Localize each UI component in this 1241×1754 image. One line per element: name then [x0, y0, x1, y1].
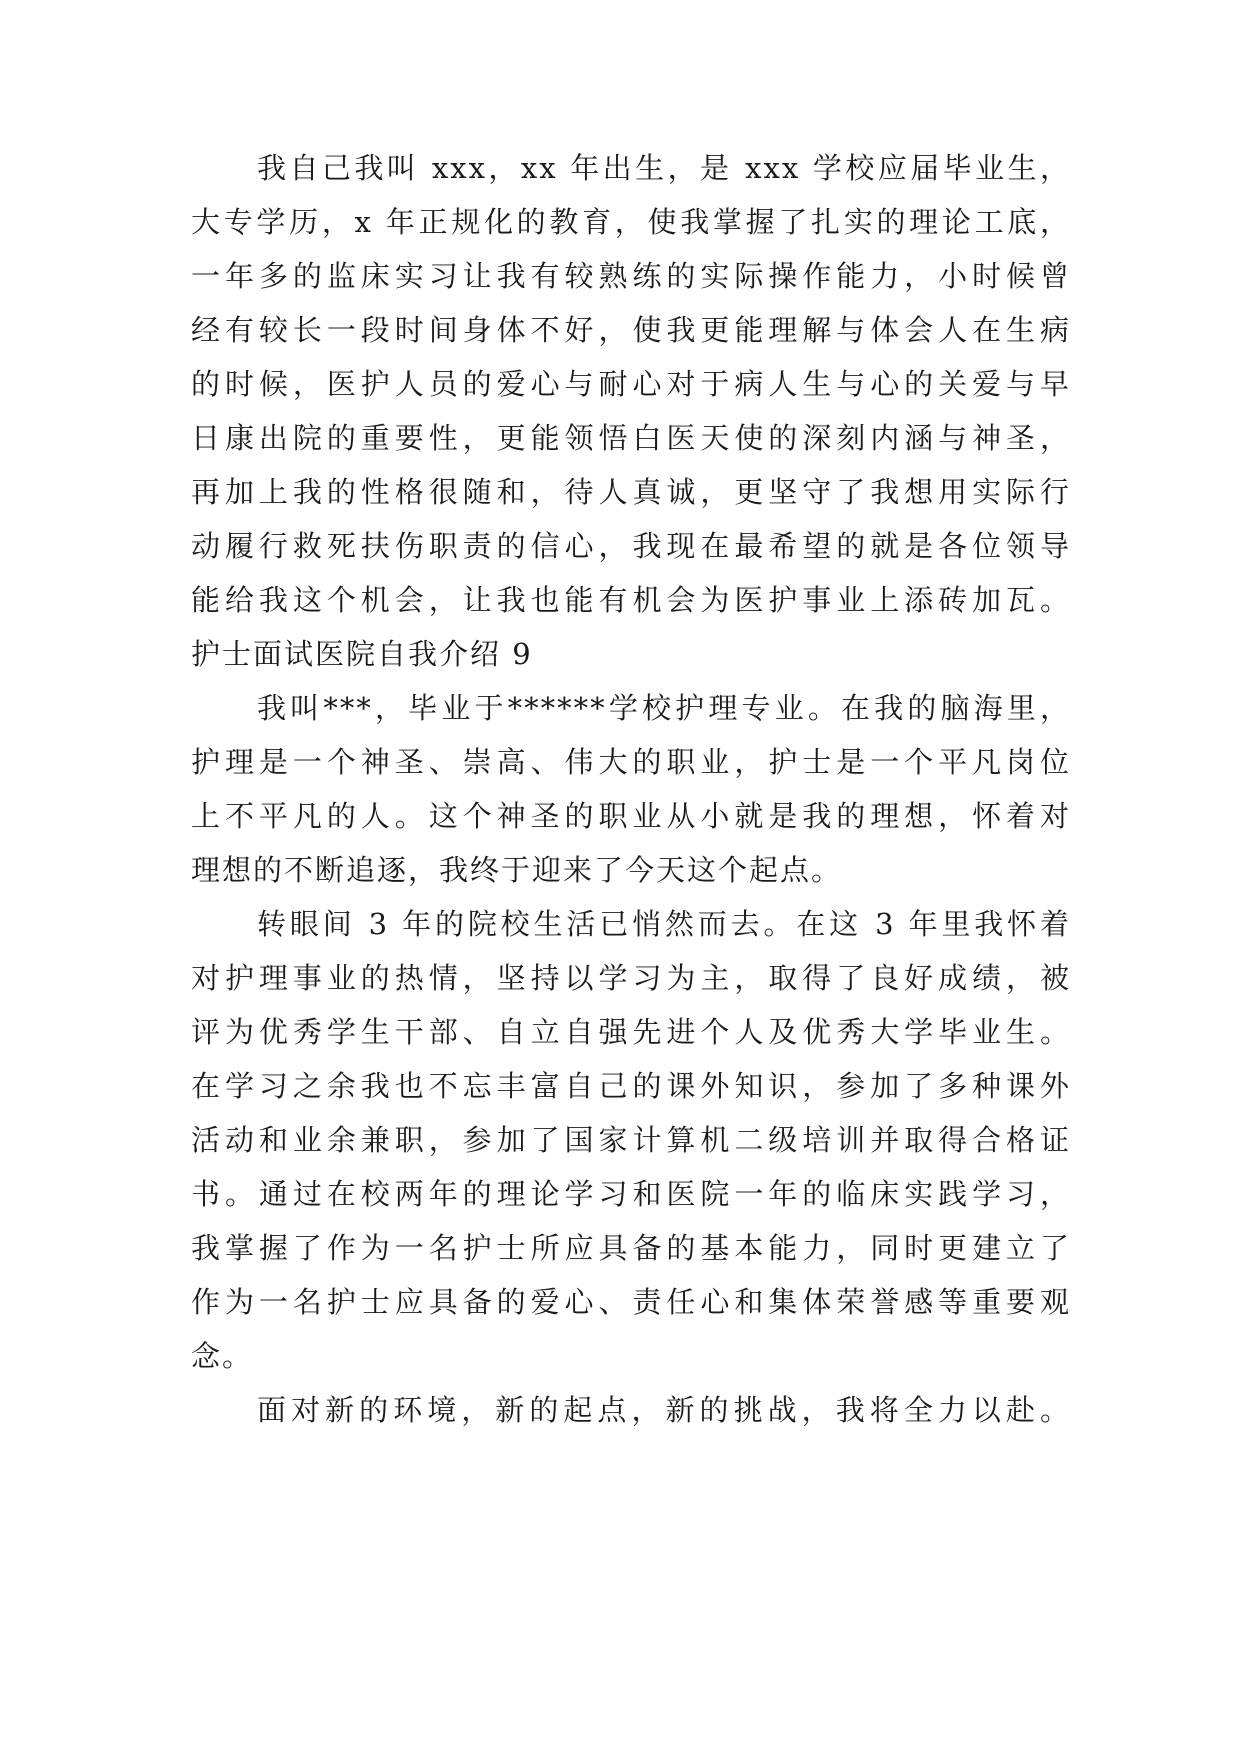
paragraph-line: 我叫***，毕业于******学校护理专业。在我的脑海里，: [257, 691, 1071, 725]
paragraph-line: 一年多的监床实习让我有较熟练的实际操作能力，小时候曾: [191, 259, 1071, 293]
paragraph-line: 我掌握了作为一名护士所应具备的基本能力，同时更建立了: [191, 1231, 1071, 1265]
paragraph-line: 作为一名护士应具备的爱心、责任心和集体荣誉感等重要观: [191, 1285, 1071, 1319]
paragraph-line: 再加上我的性格很随和，待人真诚，更坚守了我想用实际行: [191, 475, 1071, 509]
paragraph-line: 动履行救死扶伤职责的信心，我现在最希望的就是各位领导: [191, 529, 1071, 563]
paragraph-line: 念。: [191, 1339, 254, 1373]
paragraph-line: 经有较长一段时间身体不好，使我更能理解与体会人在生病: [191, 313, 1071, 347]
paragraph-line: 我自己我叫 xxx，xx 年出生，是 xxx 学校应届毕业生，: [257, 151, 1071, 185]
paragraph-line: 日康出院的重要性，更能领悟白医天使的深刻内涵与神圣，: [191, 421, 1071, 455]
paragraph-line: 评为优秀学生干部、自立自强先进个人及优秀大学毕业生。: [191, 1015, 1071, 1049]
paragraph-line: 面对新的环境，新的起点，新的挑战，我将全力以赴。: [257, 1393, 1071, 1427]
paragraph-line: 上不平凡的人。这个神圣的职业从小就是我的理想，怀着对: [191, 799, 1071, 833]
paragraph-line: 大专学历，x 年正规化的教育，使我掌握了扎实的理论工底，: [191, 205, 1071, 239]
paragraph-line: 书。通过在校两年的理论学习和医院一年的临床实践学习，: [191, 1177, 1071, 1211]
paragraph-line: 能给我这个机会，让我也能有机会为医护事业上添砖加瓦。: [191, 583, 1071, 617]
section-heading: 护士面试医院自我介绍 9: [191, 637, 533, 671]
paragraph-line: 对护理事业的热情，坚持以学习为主，取得了良好成绩，被: [191, 961, 1071, 995]
paragraph-line: 理想的不断追逐，我终于迎来了今天这个起点。: [191, 853, 843, 887]
paragraph-line: 护理是一个神圣、崇高、伟大的职业，护士是一个平凡岗位: [191, 745, 1071, 779]
paragraph-line: 活动和业余兼职，参加了国家计算机二级培训并取得合格证: [191, 1123, 1071, 1157]
paragraph-line: 的时候，医护人员的爱心与耐心对于病人生与心的关爱与早: [191, 367, 1071, 401]
paragraph-line: 在学习之余我也不忘丰富自己的课外知识，参加了多种课外: [191, 1069, 1071, 1103]
paragraph-line: 转眼间 3 年的院校生活已悄然而去。在这 3 年里我怀着: [257, 907, 1071, 941]
